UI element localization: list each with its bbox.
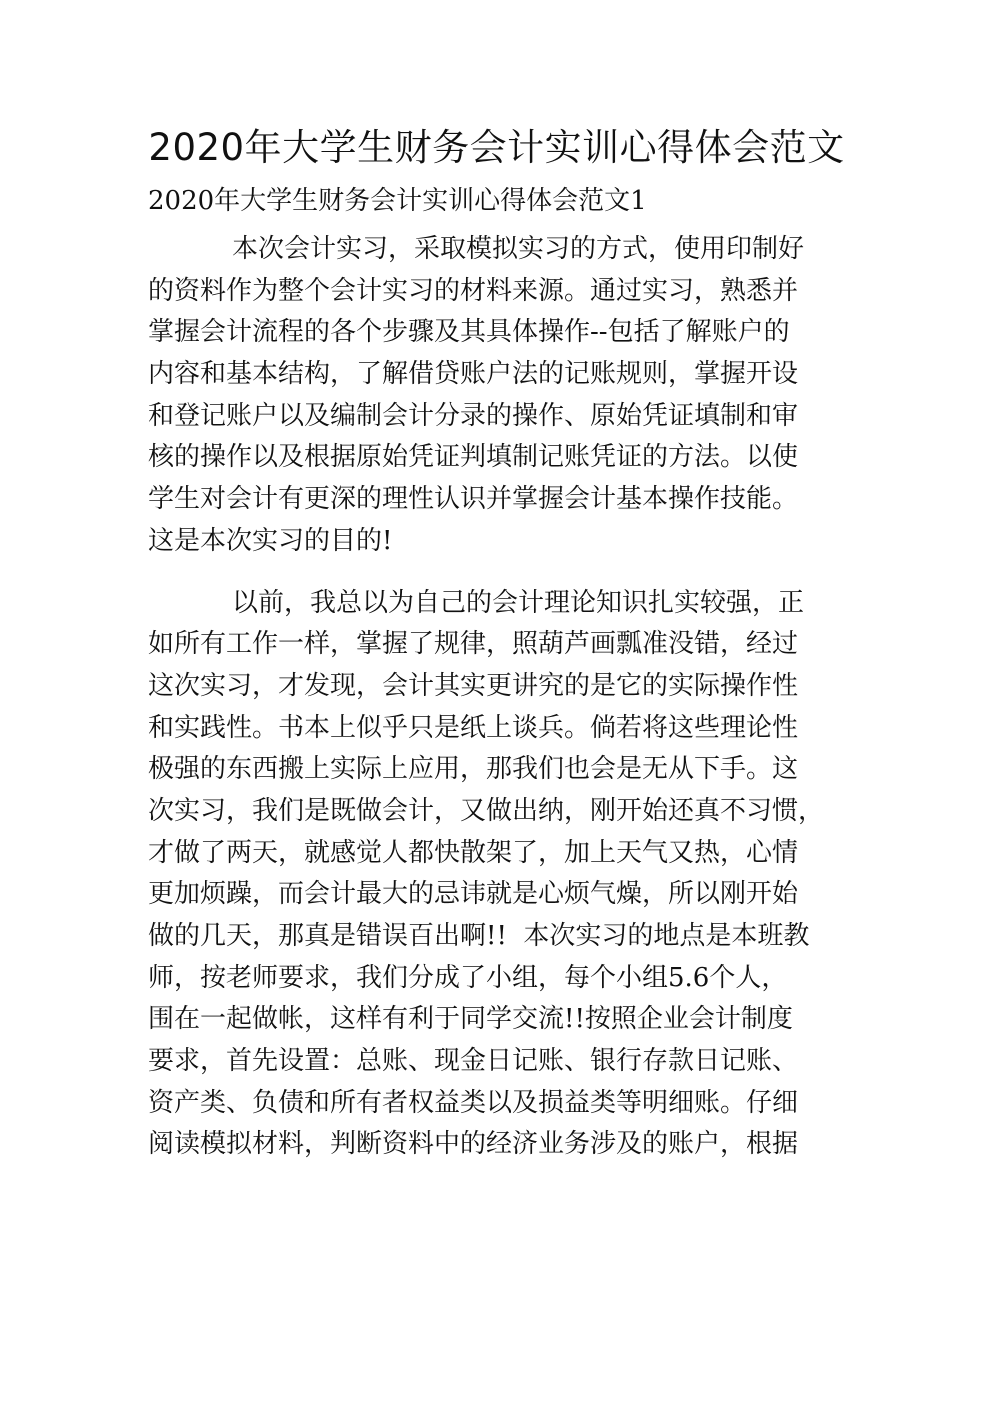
- paragraph-2-line: 次实习，我们是既做会计，又做出纳，刚开始还真不习惯，: [148, 795, 825, 826]
- paragraph-1-line: 掌握会计流程的各个步骤及其具体操作--包括了解账户的: [148, 317, 790, 348]
- document-title: 2020年大学生财务会计实训心得体会范文: [148, 126, 845, 169]
- paragraph-2-line: 围在一起做帐，这样有利于同学交流!!按照企业会计制度: [148, 1004, 793, 1035]
- paragraph-2-line: 才做了两天，就感觉人都快散架了，加上天气又热，心情: [148, 837, 799, 868]
- paragraph-1-line: 内容和基本结构，了解借贷账户法的记账规则，掌握开设: [148, 359, 799, 390]
- paragraph-2-line: 更加烦躁，而会计最大的忌讳就是心烦气燥，所以刚开始: [148, 879, 799, 910]
- paragraph-1-line: 的资料作为整个会计实习的材料来源。通过实习，熟悉并: [148, 275, 799, 306]
- paragraph-2-line: 阅读模拟材料，判断资料中的经济业务涉及的账户，根据: [148, 1129, 799, 1160]
- paragraph-2-line: 如所有工作一样，掌握了规律，照葫芦画瓢准没错，经过: [148, 629, 799, 660]
- paragraph-2-line: 要求，首先设置：总账、现金日记账、银行存款日记账、: [148, 1046, 799, 1077]
- document-body: [148, 229, 848, 1166]
- paragraph-2-line: 资产类、负债和所有者权益类以及损益类等明细账。仔细: [148, 1087, 799, 1118]
- paragraph-2-line: 以前，我总以为自己的会计理论知识扎实较强，正: [232, 587, 805, 618]
- paragraph-2-line: 师，按老师要求，我们分成了小组，每个小组5.6个人，: [148, 962, 788, 993]
- paragraph-1-line: 这是本次实习的目的!: [148, 525, 393, 556]
- paragraph-1-line: 核的操作以及根据原始凭证判填制记账凭证的方法。以使: [148, 442, 799, 473]
- paragraph-2-line: 做的几天，那真是错误百出啊!! 本次实习的地点是本班教: [148, 921, 810, 951]
- document-subtitle: 2020年大学生财务会计实训心得体会范文1: [148, 186, 647, 216]
- paragraph-1-line: 学生对会计有更深的理性认识并掌握会计基本操作技能。: [148, 484, 799, 515]
- paragraph-2-line: 这次实习，才发现，会计其实更讲究的是它的实际操作性: [148, 670, 799, 701]
- paragraph-2-line: 和实践性。书本上似乎只是纸上谈兵。倘若将这些理论性: [148, 712, 799, 743]
- paragraph-1-line: 和登记账户以及编制会计分录的操作、原始凭证填制和审: [148, 400, 799, 431]
- paragraph-2-line: 极强的东西搬上实际上应用，那我们也会是无从下手。这: [148, 754, 799, 785]
- paragraph-1-line: 本次会计实习，采取模拟实习的方式，使用印制好: [232, 234, 805, 264]
